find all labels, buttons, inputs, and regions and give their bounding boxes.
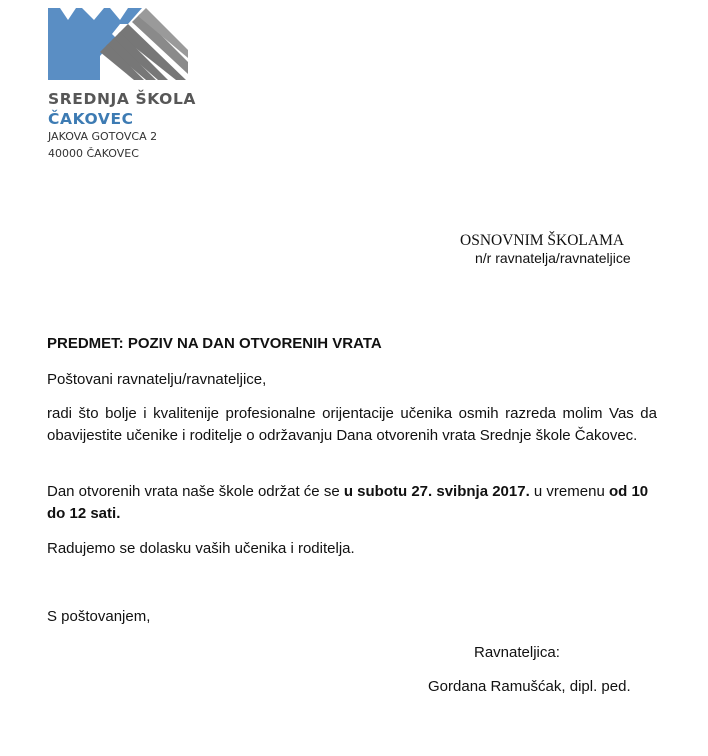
- event-intro-text: Dan otvorenih vrata naše škole održat će se: [47, 483, 344, 500]
- address-street: JAKOVA GOTOVCA 2: [48, 130, 158, 143]
- letter-paragraph-request: radi što bolje i kvalitenije profesionalne orijentacije učenika osmih razreda molim Vas da obavijestite učenike i roditelje o održavanju Dana otvorenih vrata Srednje škole Čakovec.: [47, 405, 657, 444]
- address-postal: 40000 ČAKOVEC: [48, 147, 139, 160]
- letter-closing: S poštovanjem,: [47, 608, 151, 625]
- letter-subject: PREDMET: POZIV NA DAN OTVORENIH VRATA: [47, 335, 382, 352]
- signature-name: Gordana Ramušćak, dipl. ped.: [428, 678, 631, 695]
- letter-paragraph-event: [47, 481, 657, 525]
- event-date: u subotu 27. svibnja 2017.: [343, 483, 530, 500]
- letter-greeting: Poštovani ravnatelju/ravnateljice,: [47, 371, 267, 388]
- recipient-title: OSNOVNIM ŠKOLAMA: [460, 232, 625, 249]
- event-time-intro: u vremenu: [529, 483, 609, 500]
- signature-role: Ravnateljica:: [474, 644, 560, 661]
- event-time: od 10 do 12 sati.: [47, 483, 649, 522]
- recipient-attention: n/r ravnatelja/ravnateljice: [475, 250, 631, 266]
- school-city: ČAKOVEC: [48, 110, 134, 128]
- letter-paragraph-welcome: Radujemo se dolasku vaših učenika i roditelja.: [47, 540, 355, 557]
- school-name: SREDNJA ŠKOLA: [48, 90, 197, 108]
- school-logo: [46, 8, 188, 80]
